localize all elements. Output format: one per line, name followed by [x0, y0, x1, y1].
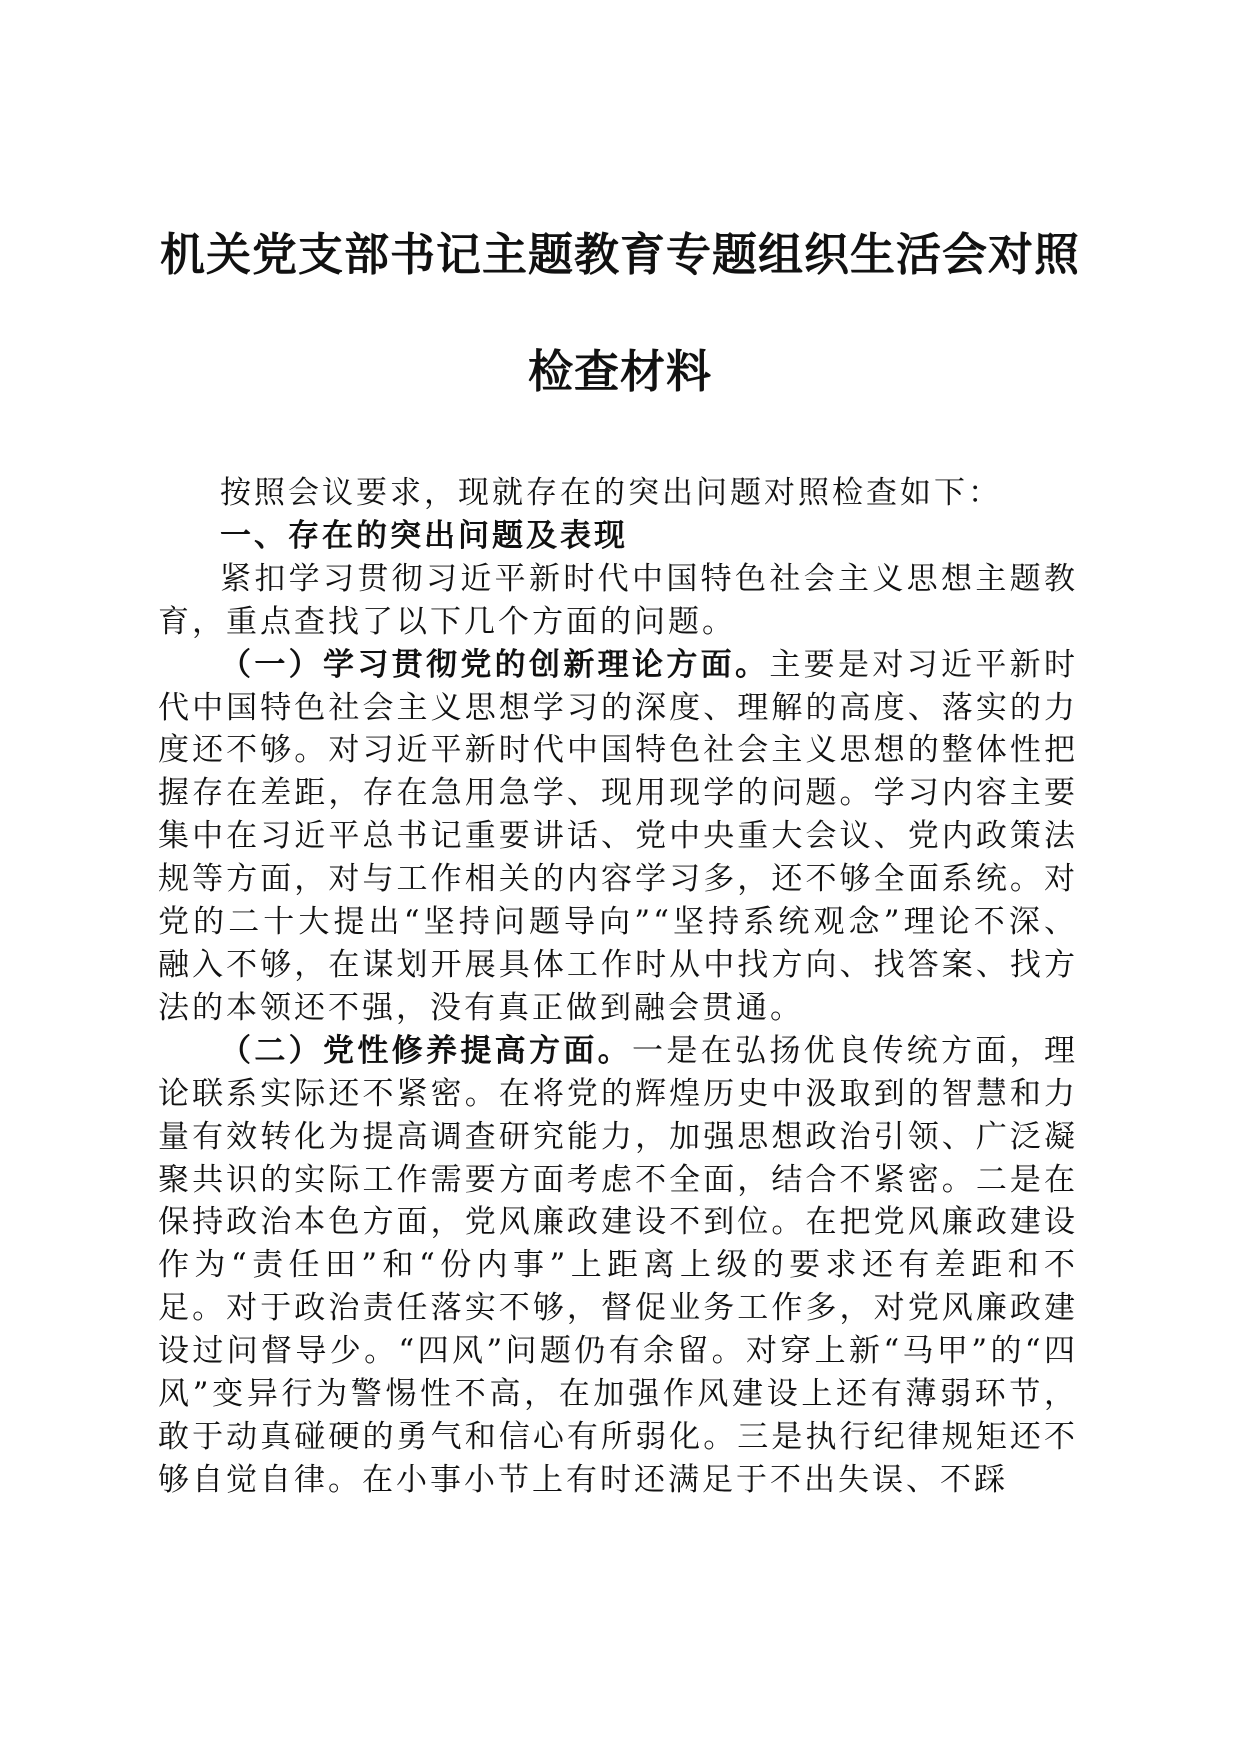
section-intro-paragraph: 紧扣学习贯彻习近平新时代中国特色社会主义思想主题教育，重点查找了以下几个方面的问题。	[158, 560, 1078, 640]
intro-paragraph: 按照会议要求，现就存在的突出问题对照检查如下：	[220, 475, 1002, 511]
item-1-paragraph	[158, 644, 1078, 1030]
item-2-paragraph	[158, 1030, 1078, 1502]
item-1-lead: （一）学习贯彻党的创新理论方面。	[220, 646, 770, 683]
document-title-line-1: 机关党支部书记主题教育专题组织生活会对照	[159, 228, 1080, 281]
item-2-lead: （二）党性修养提高方面。	[220, 1032, 632, 1069]
item-1-text: 主要是对习近平新时代中国特色社会主义思想学习的深度、理解的高度、落实的力度还不够。对习近平新时代中国特色社会主义思想的整体性把握存在差距，存在急用急学、现用现学的问题。学习内容主要集中在习近平总书记重要讲话、党中央重大会议、党内政策法规等方面，对与工作相关的内容学习多，还不够全面系统。对党的二十大提出“坚持问题导向”“坚持系统观念”理论不深、融入不够，在谋划开展具体工作时从中找方向、找答案、找方法的本领还不强，没有真正做到融会贯通。	[158, 646, 1079, 1026]
section-heading: 一、存在的突出问题及表现	[220, 517, 628, 554]
document-body	[158, 472, 1078, 1502]
item-2-text: 一是在弘扬优良传统方面，理论联系实际还不紧密。在将党的辉煌历史中汲取到的智慧和力量有效转化为提高调查研究能力，加强思想政治引领、广泛凝聚共识的实际工作需要方面考虑不全面，结合不紧密。二是在保持政治本色方面，党风廉政建设不到位。在把党风廉政建设作为“责任田”和“份内事”上距离上级的要求还有差距和不足。对于政治责任落实不够，督促业务工作多，对党风廉政建设过问督导少。“四风”问题仍有余留。对穿上新“马甲”的“四风”变异行为警惕性不高，在加强作风建设上还有薄弱环节，敢于动真碰硬的勇气和信心有所弱化。三是执行纪律规矩还不够自觉自律。在小事小节上有时还满足于不出失误、不踩	[158, 1032, 1078, 1498]
document-title-line-2: 检查材料	[527, 345, 712, 398]
